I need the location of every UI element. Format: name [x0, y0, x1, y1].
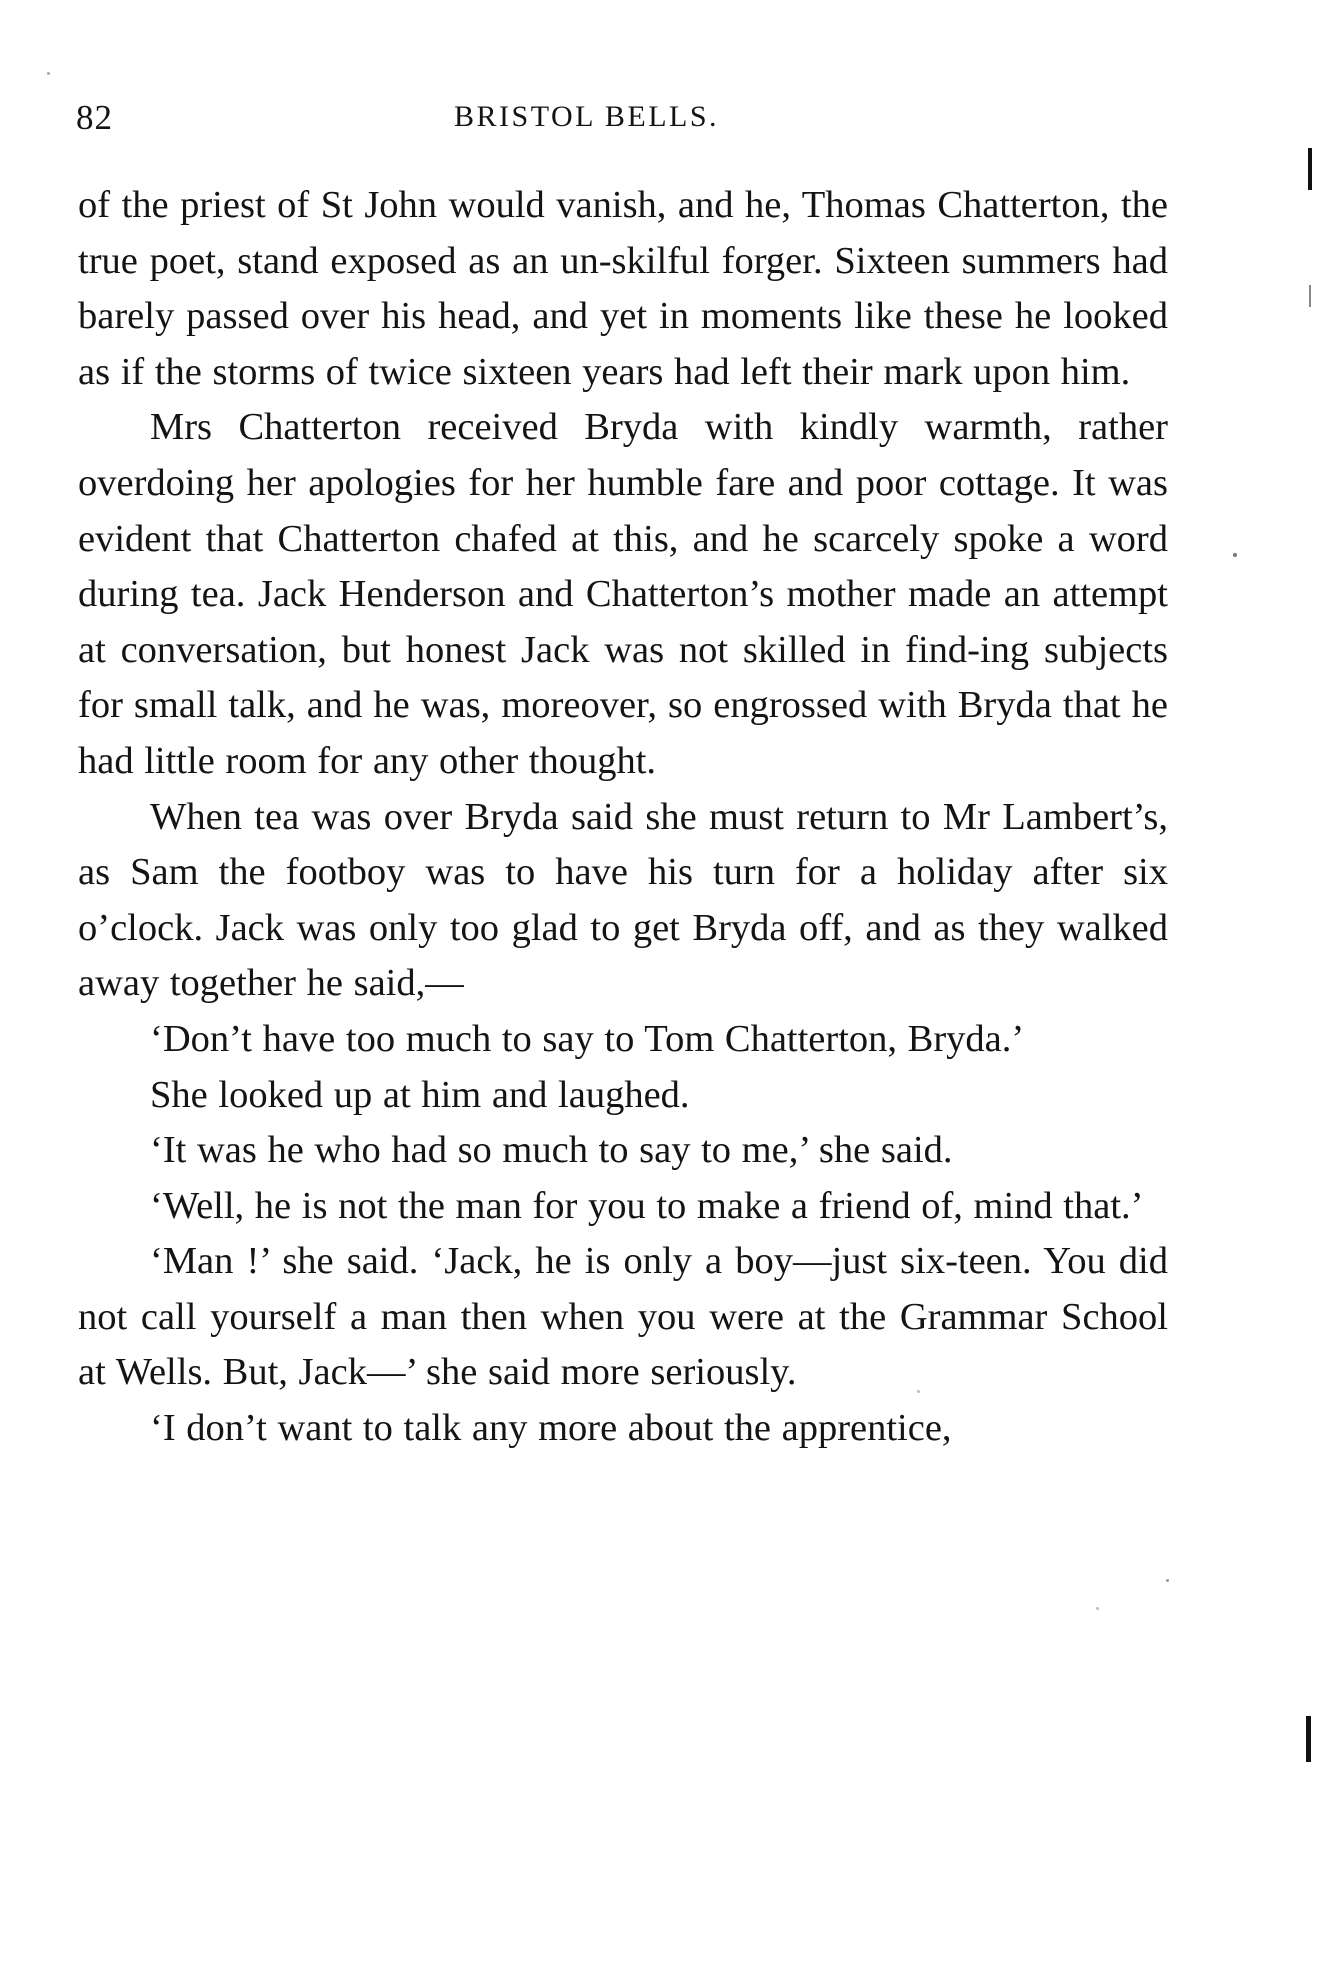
paragraph: She looked up at him and laughed. [150, 1073, 690, 1116]
scan-edge-mark [1309, 285, 1311, 307]
scan-edge-mark [1308, 148, 1312, 190]
paragraph: Mrs Chatterton received Bryda with kindly warmth, rather overdoing her apologies for her humble fare and poor cottage. It was evident that Chatterton chafed at this, and he scarcely spoke a word during tea. Jack Henderson and Chatterton’s mother made an attempt at conversation, but honest Jack was not skilled in find-ing subjects for small talk, and he was, moreover, so engrossed with Bryda that he had little room for any other thought. [78, 406, 1168, 782]
scan-edge-mark [1306, 1716, 1311, 1762]
dialogue-line: ‘It was he who had so much to say to me,’ she said. [150, 1129, 953, 1172]
scan-speck [47, 72, 50, 75]
scan-speck [917, 1390, 920, 1393]
dialogue-line: ‘I don’t want to talk any more about the apprentice, [150, 1407, 952, 1450]
body-text [78, 178, 1168, 1457]
scan-speck [1166, 1579, 1169, 1582]
paragraph-continued: of the priest of St John would vanish, and he, Thomas Chatterton, the true poet, stand exposed as an un-skilful forger. Sixteen summers had barely passed over his head, and yet in moments like these he looked as if the storms of twice sixteen years had left their mark upon him. [78, 184, 1168, 393]
dialogue-line: ‘Well, he is not the man for you to make a friend of, mind that.’ [150, 1184, 1144, 1227]
dialogue-line: ‘Man !’ she said. ‘Jack, he is only a boy—just six-teen. You did not call yourself a man then when you were at the Grammar School at Wells. But, Jack—’ she said more seriously. [78, 1240, 1168, 1394]
scan-speck [1096, 1607, 1099, 1610]
scan-speck [1233, 553, 1237, 557]
dialogue-line: ‘Don’t have too much to say to Tom Chatterton, Bryda.’ [150, 1017, 1025, 1060]
paragraph: When tea was over Bryda said she must return to Mr Lambert’s, as Sam the footboy was to have his turn for a holiday after six o’clock. Jack was only too glad to get Bryda off, and as they walked away together he said,— [78, 795, 1168, 1005]
page-number: 82 [76, 98, 113, 137]
running-head: BRISTOL BELLS. [454, 100, 720, 133]
page-header [76, 98, 1166, 142]
